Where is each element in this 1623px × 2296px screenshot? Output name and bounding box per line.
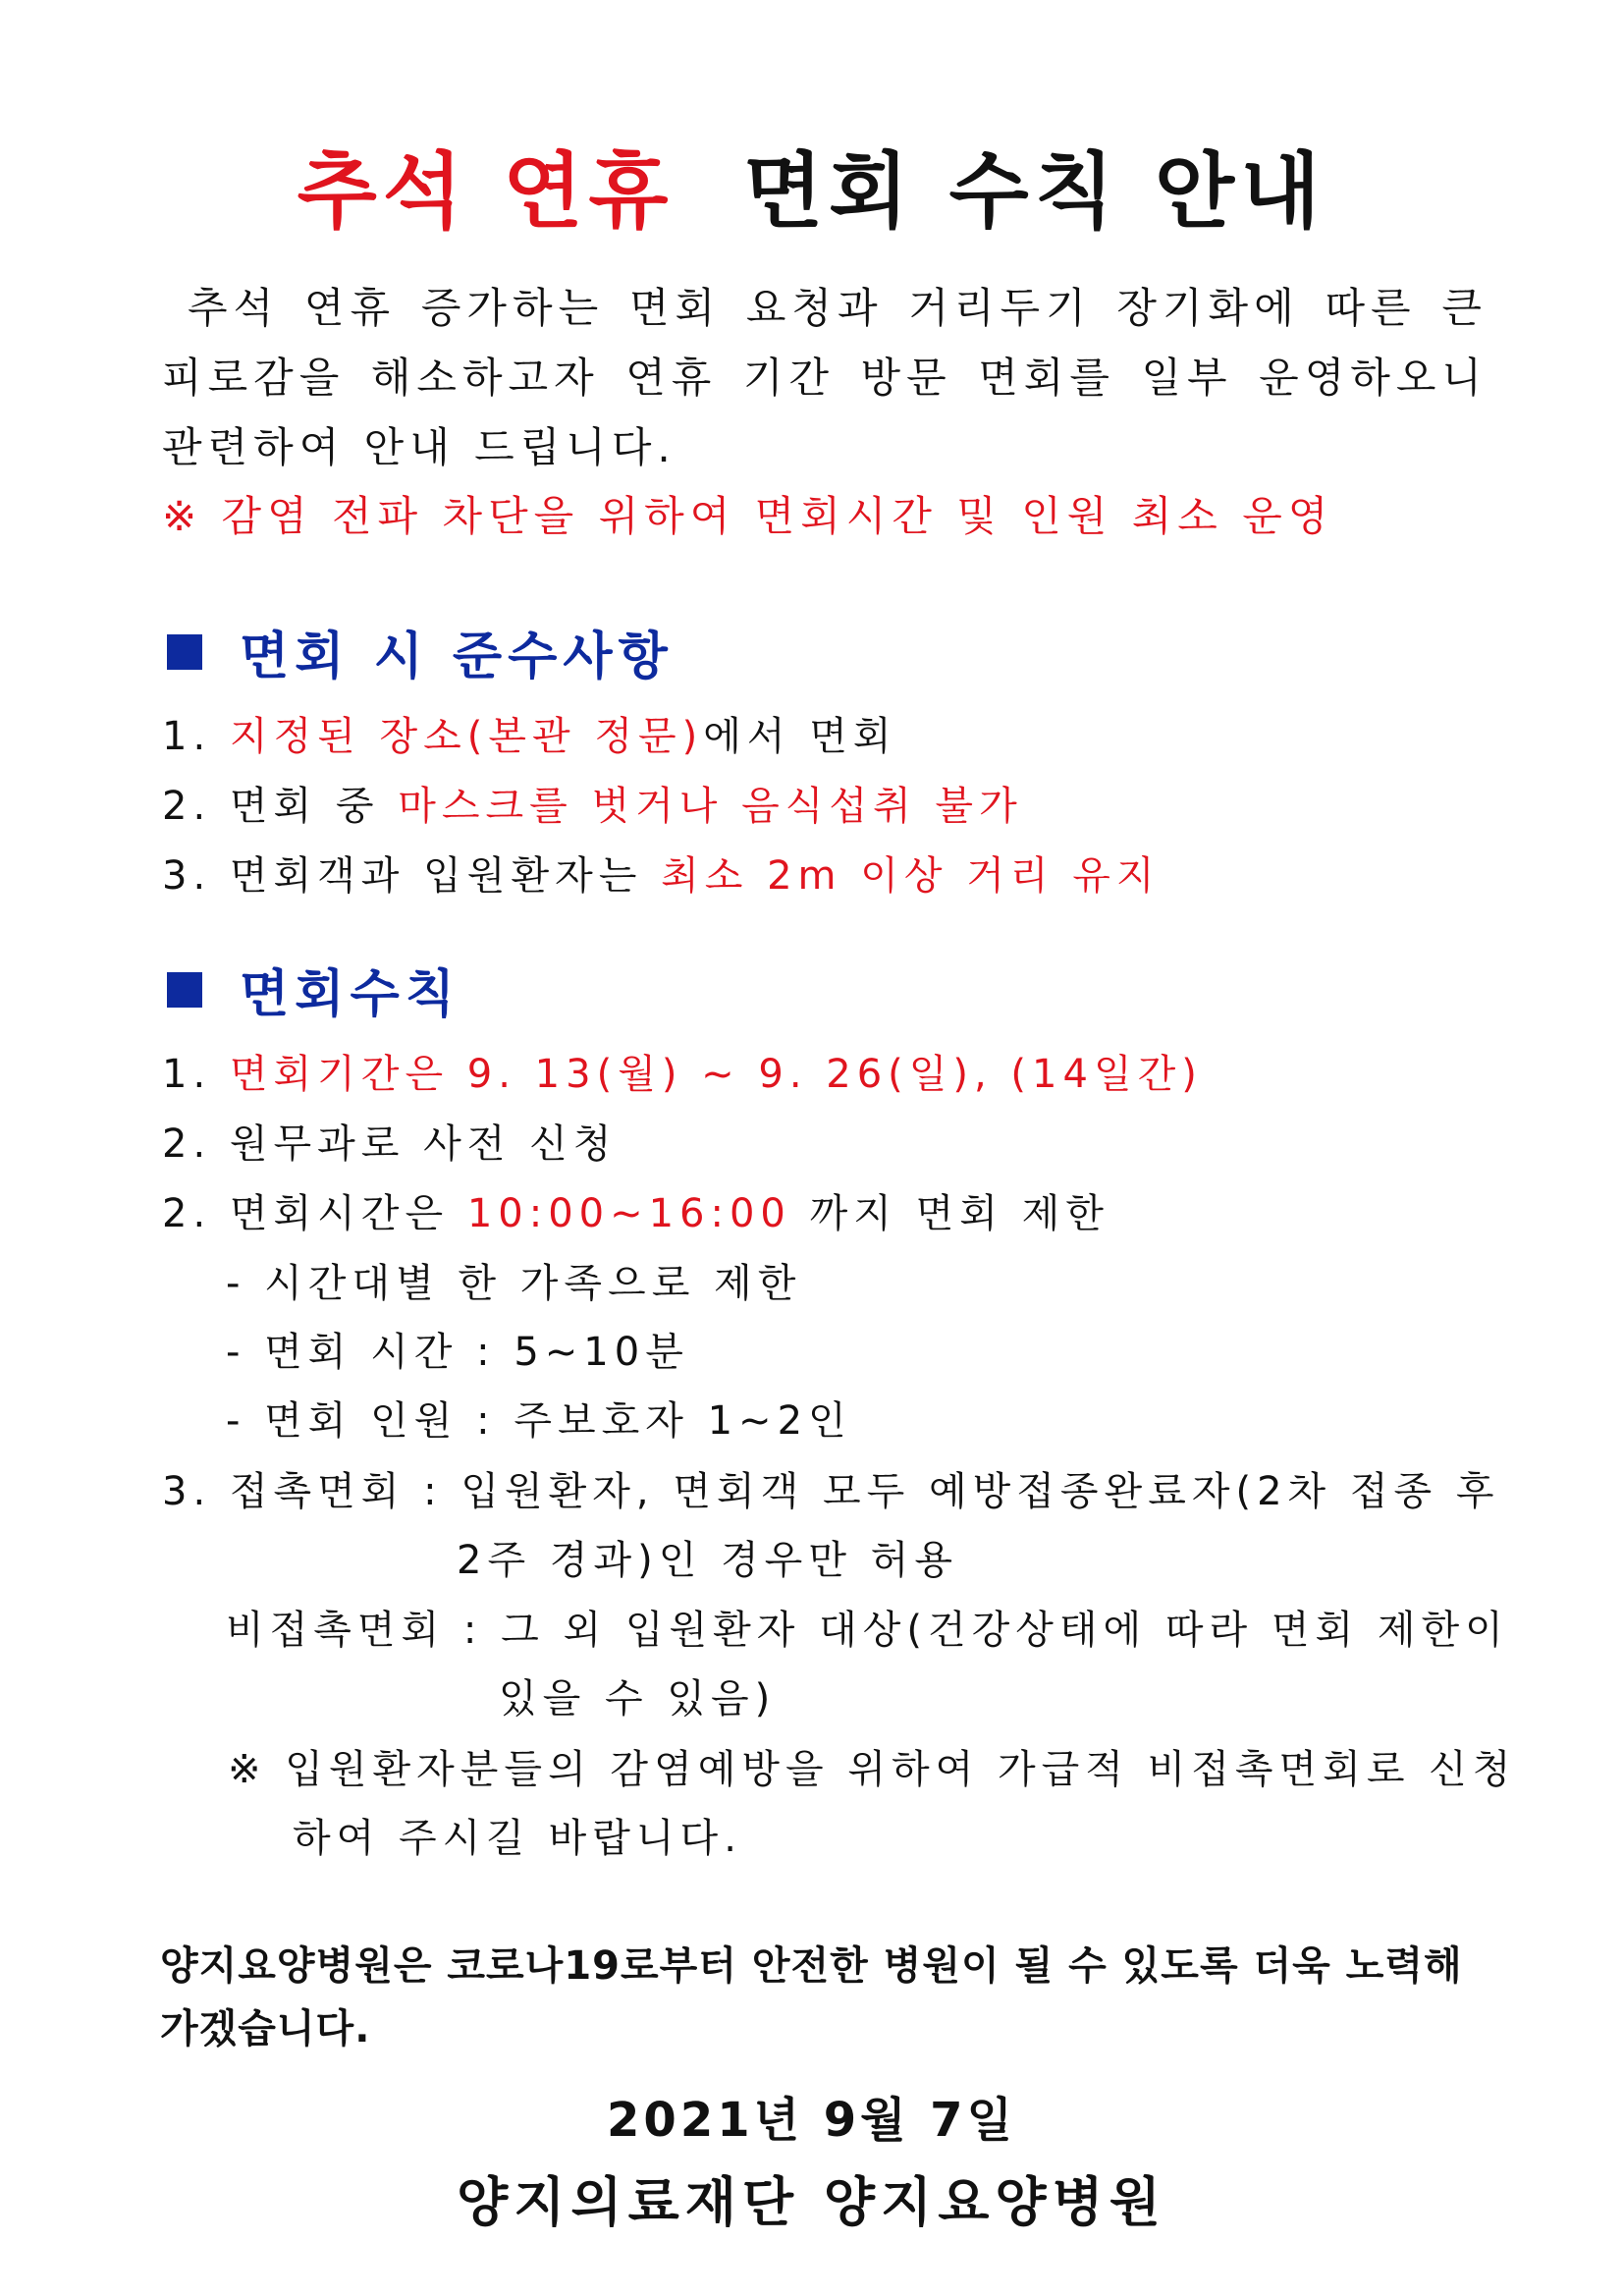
visit-sub-item: - 시간대별 한 가족으로 제한 [226, 1261, 802, 1306]
visit-item-apply [162, 1113, 617, 1169]
visit-item-contact-cont: 2주 경과)인 경우만 허용 [457, 1538, 958, 1583]
item-text: 그 외 입원환자 대상(건강상태에 따라 면회 제한이 [501, 1608, 1509, 1653]
item-highlight: 마스크를 벗거나 음식섭취 불가 [398, 784, 1023, 829]
item-number: 1. [162, 1052, 212, 1097]
item-label: 접촉면회 : [229, 1469, 443, 1514]
item-text: 면회시간은 [229, 1191, 450, 1236]
intro-paragraph [162, 273, 1488, 482]
section-heading-visit-rules [167, 953, 460, 1026]
rule-item-2 [162, 775, 1023, 831]
visit-sub-item: - 면회 시간 : 5~10분 [226, 1330, 689, 1375]
note-text: 입원환자분들의 감염예방을 위하여 가급적 비접촉면회로 신청 [285, 1747, 1517, 1792]
item-highlight: 10:00~16:00 [466, 1191, 791, 1236]
item-number: 2. [162, 1121, 212, 1167]
section-heading-rules [167, 615, 674, 688]
visit-note [228, 1738, 1516, 1794]
title-main: 면회 수칙 안내 [742, 143, 1326, 240]
visit-item-noncontact [226, 1599, 1509, 1655]
organization-name: 양지의료재단 양지요양병원 [457, 2171, 1166, 2233]
item-text: 원무과로 사전 신청 [229, 1121, 618, 1167]
visit-item-period [162, 1043, 1203, 1099]
item-text: 면회 중 [229, 784, 380, 829]
intro-notice: ※ 감염 전파 차단을 위하여 면회시간 및 인원 최소 운영 [162, 492, 1334, 540]
visit-sub-item: - 면회 인원 : 주보호자 1~2인 [226, 1398, 852, 1444]
page-title [0, 126, 1623, 245]
rule-item-1 [162, 705, 897, 761]
item-text: 면회객과 입원환자는 [229, 853, 643, 899]
item-number: 2. [162, 784, 212, 829]
visit-item-noncontact-cont: 있을 수 있음) [499, 1676, 777, 1722]
square-bullet-icon [167, 634, 202, 670]
item-highlight: 최소 2m 이상 거리 유지 [661, 853, 1161, 899]
intro-text: 추석 연휴 증가하는 면회 요청과 거리두기 장기화에 따른 큰 피로감을 해소하고자 연휴 기간 방문 면회를 일부 운영하오니 관련하여 안내 드립니다. [162, 284, 1488, 471]
item-text: 에서 면회 [703, 714, 897, 759]
issue-date: 2021년 9월 7일 [607, 2093, 1016, 2148]
closing-message: 양지요양병원은 코로나19로부터 안전한 병원이 될 수 있도록 더욱 노력해 가겠습니다. [160, 1943, 1463, 2051]
square-bullet-icon [167, 972, 202, 1008]
item-highlight: 면회기간은 9. 13(월) ~ 9. 26(일), (14일간) [229, 1052, 1203, 1097]
item-number: 3. [162, 853, 212, 899]
item-number: 3. [162, 1469, 212, 1514]
section-heading-text: 면회수칙 [240, 965, 460, 1024]
section-heading-text: 면회 시 준수사항 [240, 628, 674, 686]
note-mark: ※ [228, 1747, 267, 1792]
visit-item-contact [162, 1460, 1500, 1516]
visit-note-cont: 하여 주시길 바랍니다. [293, 1816, 742, 1861]
item-highlight: 지정된 장소(본관 정문) [229, 714, 704, 759]
rule-item-3 [162, 845, 1161, 901]
item-number: 1. [162, 714, 212, 759]
item-number: 2. [162, 1191, 212, 1236]
item-label: 비접촉면회 : [226, 1608, 483, 1653]
visit-item-hours [162, 1182, 1109, 1238]
item-text: 까지 면회 제한 [809, 1191, 1109, 1236]
item-text: 입원환자, 면회객 모두 예방접종완료자(2차 접종 후 [460, 1469, 1500, 1514]
title-highlight: 추석 연휴 [297, 143, 675, 240]
